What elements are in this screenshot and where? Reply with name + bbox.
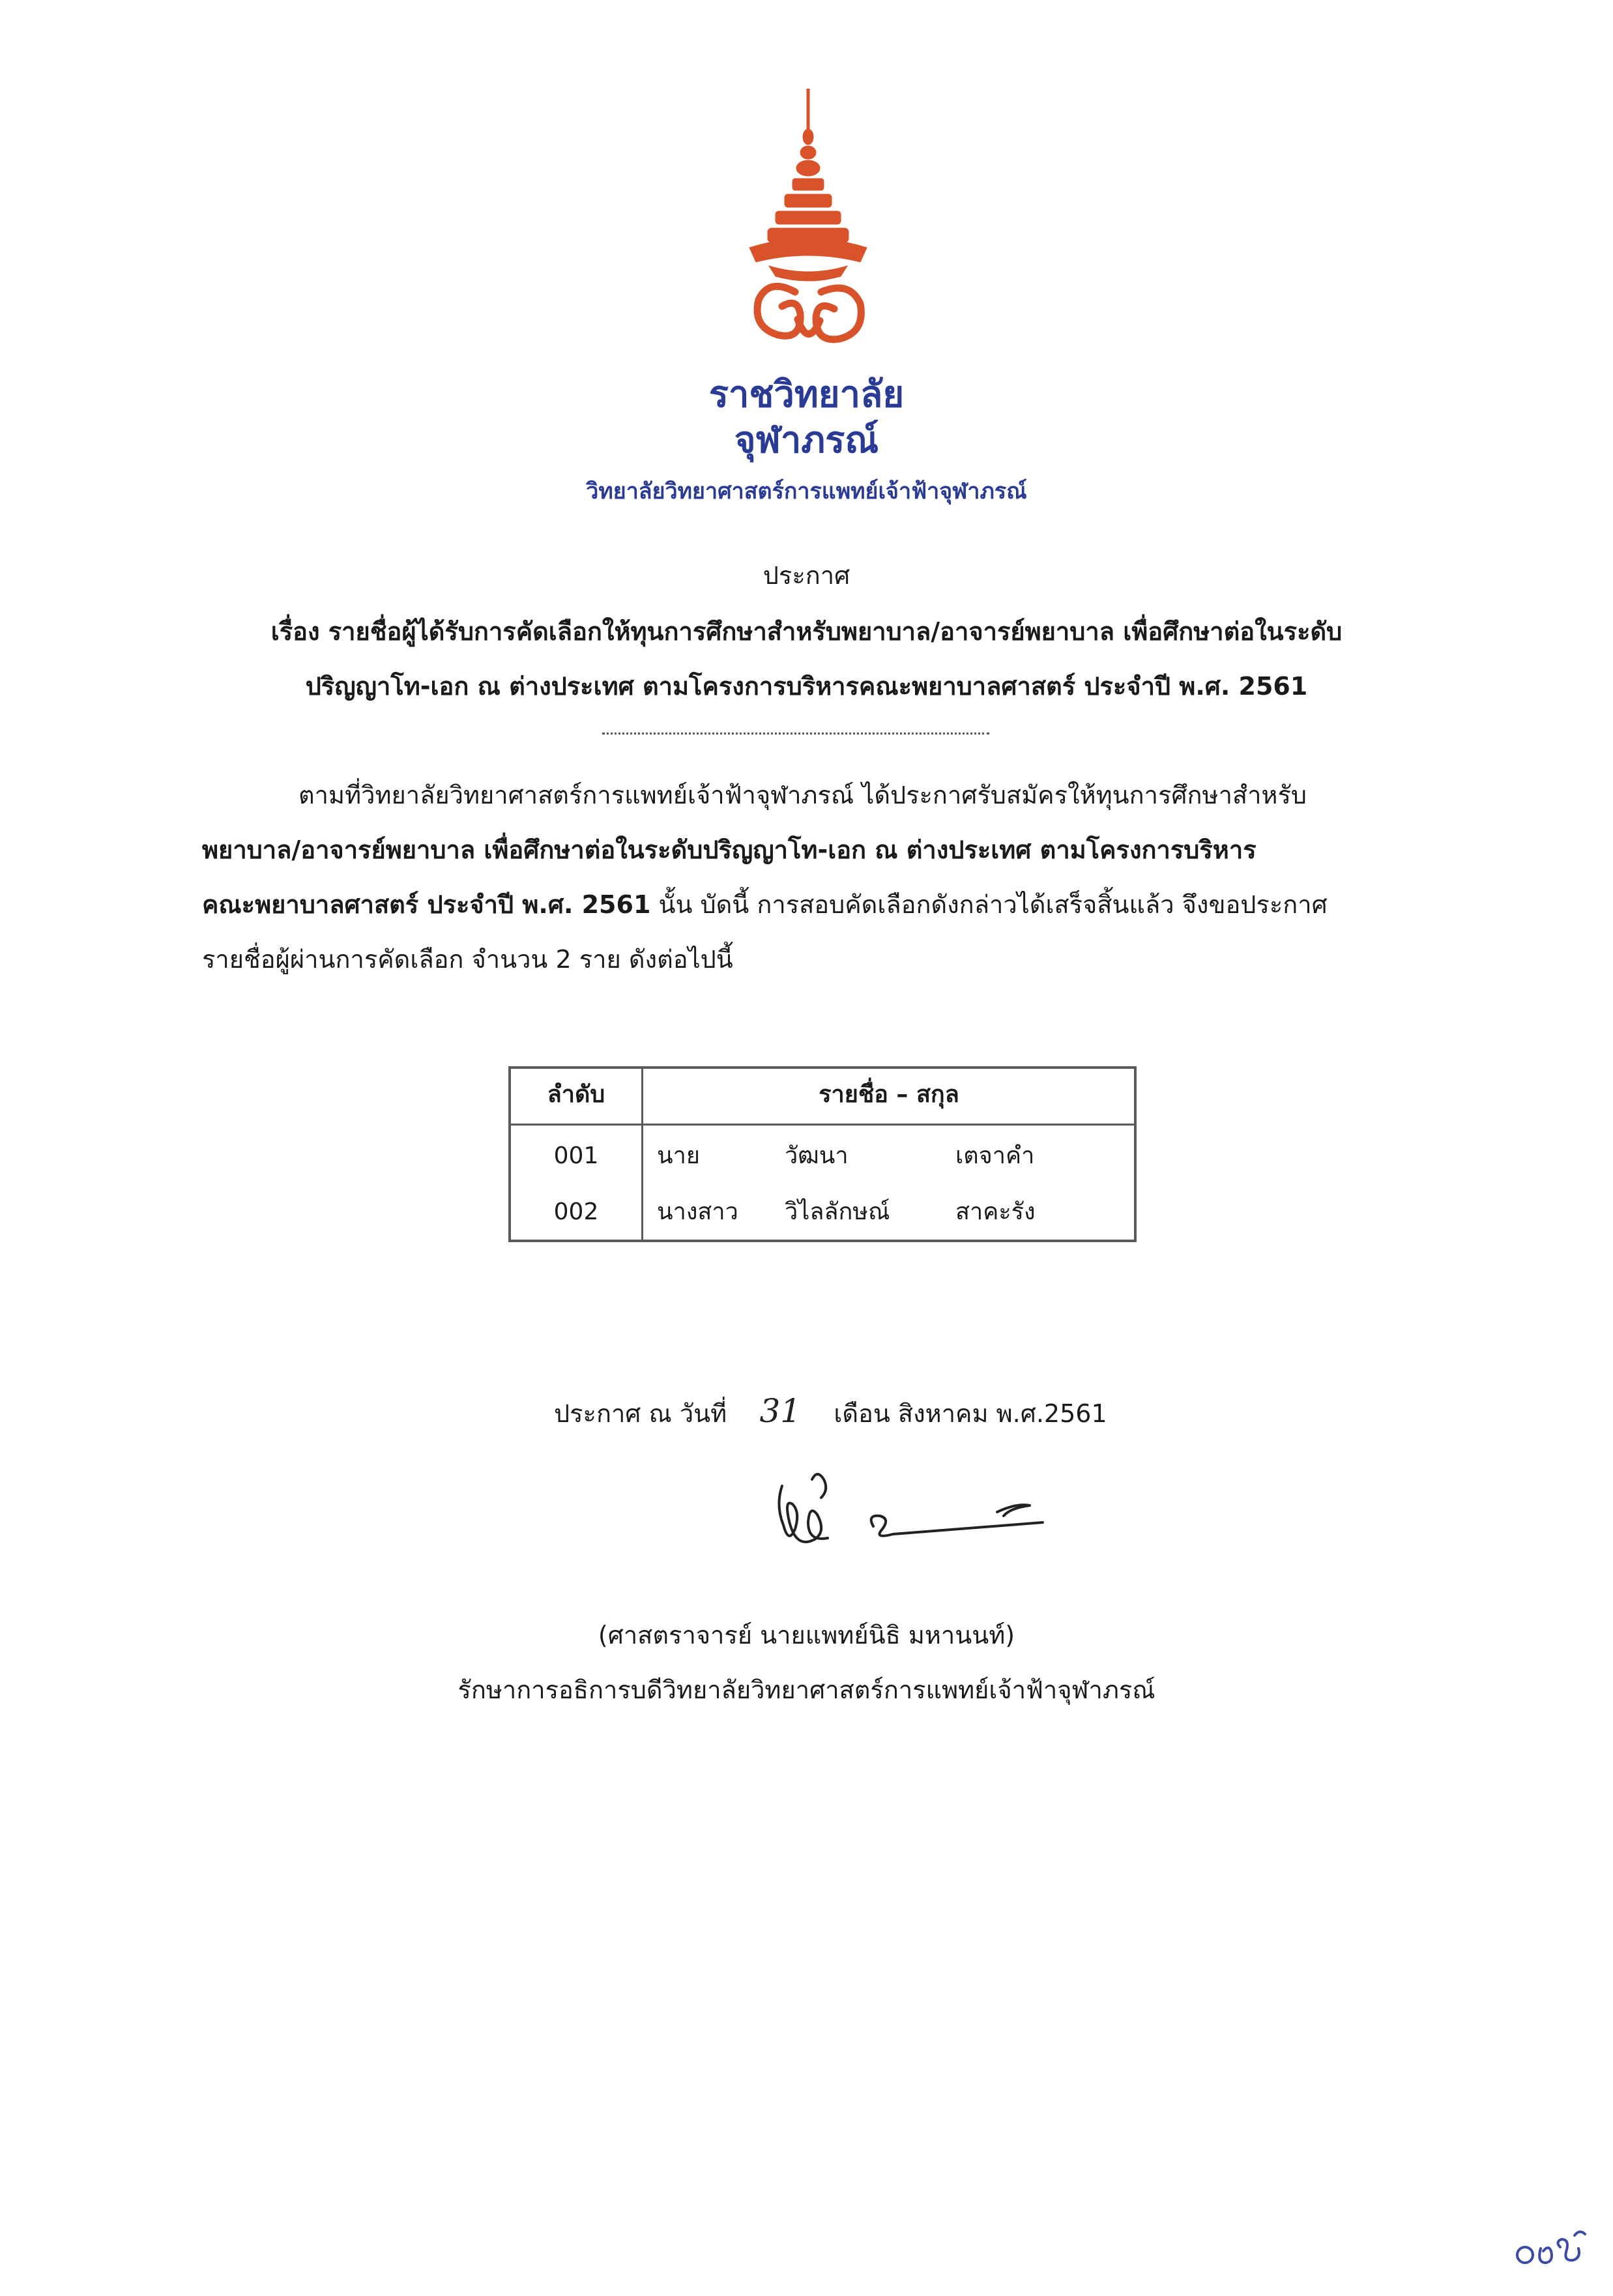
heading-divider [602,733,989,734]
recipients-table [508,1066,1137,1242]
row-title: นาย [657,1142,700,1169]
row-number: 002 [553,1199,599,1225]
royal-crown-emblem-icon [730,85,886,358]
row-first-name: วิไลลักษณ์ [785,1199,890,1225]
document-type: ประกาศ [763,561,850,590]
subject-line-1: เรื่อง รายชื่อผู้ได้รับการคัดเลือกให้ทุนการศึกษาสำหรับพยาบาล/อาจารย์พยาบาล เพื่อศึกษาต่อในระดับ [270,617,1343,646]
row-title: นางสาว [657,1199,738,1225]
paragraph-line-3 [202,889,1460,920]
announcement-date [554,1392,1107,1433]
paragraph-line-1: ตามที่วิทยาลัยวิทยาศาสตร์การแพทย์เจ้าฟ้าจุฬาภรณ์ ได้ประกาศรับสมัครให้ทุนการศึกษาสำหรับ [298,781,1307,809]
signer-title: รักษาการอธิการบดีวิทยาลัยวิทยาศาสตร์การแพทย์เจ้าฟ้าจุฬาภรณ์ [458,1676,1155,1704]
paragraph-line-3-bold: คณะพยาบาลศาสตร์ ประจำปี พ.ศ. 2561 [202,890,651,919]
date-suffix: เดือน สิงหาคม พ.ศ.2561 [834,1399,1107,1428]
row-first-name: วัฒนา [785,1142,849,1169]
table-header-name: รายชื่อ – สกุล [819,1081,959,1108]
signer-name: (ศาสตราจารย์ นายแพทย์นิธิ มหานนท์) [598,1621,1015,1649]
handwritten-page-mark [1515,2222,1593,2274]
paragraph-line-3-rest: นั้น บัดนี้ การสอบคัดเลือกดังกล่าวได้เสร็จสิ้นแล้ว จึงขอประกาศ [650,890,1328,919]
row-number: 001 [553,1142,599,1169]
row-last-name: เตจาคำ [955,1142,1035,1169]
institution-name-line1: ราชวิทยาลัย [708,373,905,416]
row-last-name: สาคะรัง [955,1199,1036,1225]
paragraph-line-4: รายชื่อผู้ผ่านการคัดเลือก จำนวน 2 ราย ดังต่อไปนี้ [202,945,733,974]
handwritten-signature-icon [769,1466,1056,1564]
paragraph-line-2: พยาบาล/อาจารย์พยาบาล เพื่อศึกษาต่อในระดับปริญญาโท-เอก ณ ต่างประเทศ ตามโครงการบริหาร [202,836,1257,864]
date-prefix: ประกาศ ณ วันที่ [554,1399,727,1428]
institution-subname: วิทยาลัยวิทยาศาสตร์การแพทย์เจ้าฟ้าจุฬาภรณ์ [586,478,1027,504]
institution-name-line2: จุฬาภรณ์ [734,419,879,461]
table-header-order: ลำดับ [547,1081,605,1108]
date-day: 31 [759,1392,802,1430]
subject-line-2: ปริญญาโท-เอก ณ ต่างประเทศ ตามโครงการบริหารคณะพยาบาลศาสตร์ ประจำปี พ.ศ. 2561 [305,672,1308,701]
table-header-rule [511,1124,1134,1126]
